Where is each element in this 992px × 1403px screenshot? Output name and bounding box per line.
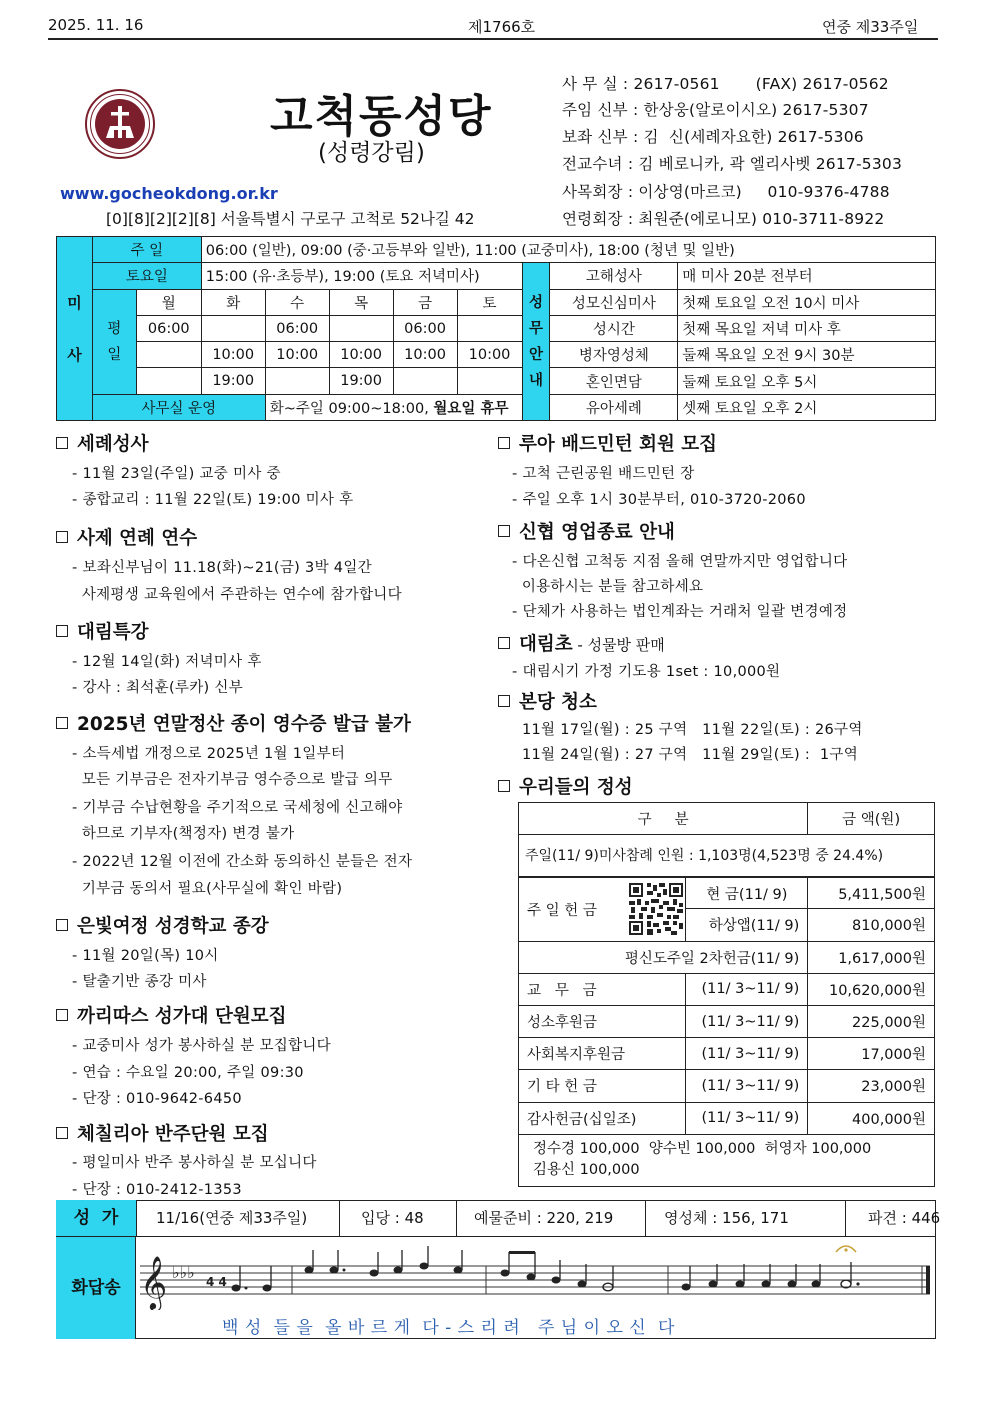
hymn-row	[56, 1200, 941, 1237]
website-link[interactable]: www.gocheokdong.or.kr	[60, 184, 278, 203]
notice-line: - 다온신협 고척동 지점 올해 연말까지만 영업합니다	[512, 554, 848, 570]
service-name: 병자영성체	[550, 342, 678, 368]
office-hours: 화~주일 09:00~18:00, 월요일 휴무	[265, 394, 550, 420]
second-collection-label: 평신도주일 2차헌금(11/ 9)	[519, 941, 808, 973]
notice-line: - 단장 : 010-2412-1353	[72, 1182, 242, 1198]
offering-table	[518, 802, 935, 1187]
section-title-accompanist: 체칠리아 반주단원 모집	[56, 1120, 269, 1146]
day-header: 토	[457, 289, 522, 315]
service-name: 유아세례	[550, 394, 678, 420]
section-title-credit-union: 신협 영업종료 안내	[498, 518, 675, 544]
notice-line: - 소득세법 개정으로 2025년 1월 1일부터	[72, 746, 346, 762]
contact-council: 사목회장 : 이상영(마르코) 010-9376-4788	[562, 183, 890, 201]
psalm-lyrics: 백 성 들 을 올 바 르 게 다 - 스 리 려 주 님 이 오 신 다	[222, 1318, 675, 1338]
notice-line: - 11월 20일(목) 10시	[72, 948, 219, 964]
parish-subtitle: (성령강림)	[318, 140, 425, 166]
saturday-label: 토요일	[92, 263, 201, 289]
cleaning-schedule: 11월 24일(월) : 27 구역 11월 29일(토) : 1구역	[522, 747, 859, 763]
section-title-priest-training: 사제 연례 연수	[56, 524, 197, 550]
contact-pastor: 주임 신부 : 한상웅(알로이시오) 2617-5307	[562, 101, 869, 119]
notice-line: 모든 기부금은 전자기부금 영수증으로 발급 의무	[72, 772, 393, 788]
notice-line: - 단체가 사용하는 법인계좌는 거래처 일괄 변경예정	[512, 604, 848, 620]
bulletin-date: 2025. 11. 16	[48, 16, 144, 34]
day-header: 화	[201, 289, 265, 315]
liturgical-week: 연중 제33주일	[822, 18, 919, 36]
service-name: 고해성사	[550, 263, 678, 289]
app-label: 하상앱(11/ 9)	[686, 909, 808, 941]
issue-number: 제1766호	[468, 18, 536, 36]
offering-amount: 17,000원	[808, 1038, 935, 1070]
svg-text:𝄞: 𝄞	[140, 1255, 168, 1309]
hymn-communion: 영성체 : 156, 171	[664, 1209, 789, 1227]
weekday-time	[265, 368, 329, 394]
section-title-bible-school: 은빛여정 성경학교 종강	[56, 912, 269, 938]
notice-line: 기부금 동의서 필요(사무실에 확인 바람)	[72, 881, 343, 897]
contact-office: 사 무 실 : 2617-0561 (FAX) 2617-0562	[562, 75, 889, 93]
notice-line: 사제평생 교육원에서 주관하는 연수에 참가합니다	[72, 587, 402, 603]
address: [0][8][2][2][8] 서울특별시 구로구 고척로 52나길 42	[106, 210, 475, 228]
section-title-advent-candle: 대림초 - 성물방 판매	[498, 630, 665, 656]
weekday-time	[329, 315, 393, 341]
weekday-time: 10:00	[457, 342, 522, 368]
offering-period: (11/ 3~11/ 9)	[686, 1038, 808, 1070]
weekday-time	[393, 368, 457, 394]
section-title-advent-lecture: 대림특강	[56, 618, 148, 644]
offering-name: 성소후원금	[519, 1005, 686, 1037]
offering-period: (11/ 3~11/ 9)	[686, 973, 808, 1005]
mass-label: 미 사	[57, 237, 93, 421]
contact-sisters: 전교수녀 : 김 베로니카, 곽 엘리사벳 2617-5303	[562, 155, 903, 173]
weekday-time	[136, 342, 201, 368]
weekday-time: 06:00	[393, 315, 457, 341]
notice-line: - 기부금 수납현황을 주기적으로 국세청에 신고해야	[72, 800, 403, 816]
notice-line: 이용하시는 분들 참고하세요	[512, 579, 704, 595]
notice-line: - 11월 23일(주일) 교중 미사 중	[72, 466, 281, 482]
offering-name: 감사헌금(십일조)	[519, 1102, 686, 1134]
parish-seal-icon	[84, 88, 156, 160]
offering-name: 사회복지후원금	[519, 1038, 686, 1070]
mass-schedule-table	[56, 236, 936, 421]
service-name: 성시간	[550, 315, 678, 341]
service-guide-label: 성 무 안 내	[522, 263, 550, 421]
day-header: 금	[393, 289, 457, 315]
offering-col-header: 금 액(원)	[808, 803, 935, 835]
service-time: 셋째 토요일 오후 2시	[678, 394, 936, 420]
notice-line: - 주일 오후 1시 30분부터, 010-3720-2060	[512, 492, 806, 508]
day-header: 수	[265, 289, 329, 315]
day-header: 월	[136, 289, 201, 315]
psalm-label: 화답송	[71, 1278, 121, 1298]
hymn-recessional: 파견 : 446	[868, 1209, 941, 1227]
section-title-church-cleaning: 본당 청소	[498, 688, 597, 714]
service-time: 둘째 토요일 오후 5시	[678, 368, 936, 394]
weekday-time: 19:00	[329, 368, 393, 394]
offering-period: (11/ 3~11/ 9)	[686, 1070, 808, 1102]
cash-amount: 5,411,500원	[808, 877, 935, 909]
notice-line: - 탈출기반 종강 미사	[72, 974, 207, 990]
weekday-label: 평 일	[92, 289, 136, 394]
weekday-time: 06:00	[265, 315, 329, 341]
offering-amount: 400,000원	[808, 1102, 935, 1134]
parish-name: 고척동성당	[270, 91, 493, 142]
notice-line: - 고척 근린공원 배드민턴 장	[512, 466, 695, 482]
section-title-tax-receipt: 2025년 연말정산 종이 영수증 발급 불가	[56, 710, 411, 736]
contact-funeral: 연령회장 : 최원준(에로니모) 010-3711-8922	[562, 210, 885, 228]
hymn-entrance: 입당 : 48	[361, 1209, 424, 1227]
service-time: 첫째 목요일 저녁 미사 후	[678, 315, 936, 341]
section-title-badminton: 루아 배드민턴 회원 모집	[498, 430, 717, 456]
hymn-offertory: 예물준비 : 220, 219	[474, 1209, 614, 1227]
service-name: 성모신심미사	[550, 289, 678, 315]
sunday-offering-label: 주 일 헌 금	[519, 877, 627, 941]
attendance-row: 주일(11/ 9)미사참례 인원 : 1,103명(4,523명 중 24.4%)	[519, 835, 935, 877]
office-hours-label: 사무실 운영	[92, 394, 265, 420]
notice-line: - 연습 : 수요일 20:00, 주일 09:30	[72, 1065, 304, 1081]
weekday-time: 19:00	[201, 368, 265, 394]
notice-line: - 종합교리 : 11월 22일(토) 19:00 미사 후	[72, 492, 354, 508]
hymn-date: 11/16(연중 제33주일)	[156, 1209, 308, 1227]
hymn-label: 성 가	[56, 1200, 136, 1236]
weekday-time: 10:00	[329, 342, 393, 368]
top-divider	[48, 38, 938, 40]
svg-text:♭♭♭: ♭♭♭	[172, 1263, 195, 1282]
offering-period: (11/ 3~11/ 9)	[686, 1102, 808, 1134]
service-time: 매 미사 20분 전부터	[678, 263, 936, 289]
weekday-time	[201, 315, 265, 341]
contact-assistant: 보좌 신부 : 김 신(세례자요한) 2617-5306	[562, 128, 864, 146]
notice-line: - 단장 : 010-9642-6450	[72, 1091, 242, 1107]
psalm-music-staff	[136, 1238, 934, 1310]
cleaning-schedule: 11월 17일(월) : 25 구역 11월 22일(토) : 26구역	[522, 722, 863, 738]
weekday-time: 10:00	[393, 342, 457, 368]
service-time: 첫째 토요일 오전 10시 미사	[678, 289, 936, 315]
weekday-time: 10:00	[265, 342, 329, 368]
second-collection-amount: 1,617,000원	[808, 941, 935, 973]
weekday-time	[457, 368, 522, 394]
weekday-time	[457, 315, 522, 341]
cash-label: 현 금(11/ 9)	[686, 877, 808, 909]
weekday-time: 10:00	[201, 342, 265, 368]
qr-code-icon[interactable]	[626, 877, 686, 941]
section-title-baptism: 세례성사	[56, 430, 148, 456]
saturday-times: 15:00 (유·초등부), 19:00 (토요 저녁미사)	[201, 263, 522, 289]
offering-amount: 10,620,000원	[808, 973, 935, 1005]
offering-period: (11/ 3~11/ 9)	[686, 1005, 808, 1037]
weekday-time	[136, 368, 201, 394]
offering-col-header: 구 분	[519, 803, 808, 835]
section-title-choir: 까리따스 성가대 단원모집	[56, 1002, 286, 1028]
sunday-label: 주 일	[92, 237, 201, 263]
offering-name: 기 타 헌 금	[519, 1070, 686, 1102]
donor-list: 정수경 100,000 양수빈 100,000 허영자 100,000 김용신 100,000	[519, 1134, 935, 1186]
weekday-time: 06:00	[136, 315, 201, 341]
notice-line: 하므로 기부자(책정자) 변경 불가	[72, 826, 295, 842]
app-amount: 810,000원	[808, 909, 935, 941]
notice-line: - 보좌신부님이 11.18(화)~21(금) 3박 4일간	[72, 560, 372, 576]
notice-line: - 12월 14일(화) 저녁미사 후	[72, 654, 262, 670]
offering-amount: 225,000원	[808, 1005, 935, 1037]
notice-line: - 대림시기 가정 기도용 1set : 10,000원	[512, 664, 781, 680]
service-time: 둘째 목요일 오전 9시 30분	[678, 342, 936, 368]
svg-text:4 4: 4 4	[206, 1275, 227, 1289]
notice-line: - 평일미사 반주 봉사하실 분 모십니다	[72, 1155, 317, 1171]
sunday-times: 06:00 (일반), 09:00 (중·고등부와 일반), 11:00 (교중미사), 18:00 (청년 및 일반)	[201, 237, 935, 263]
offering-name: 교 무 금	[519, 973, 686, 1005]
service-name: 혼인면담	[550, 368, 678, 394]
day-header: 목	[329, 289, 393, 315]
notice-line: - 강사 : 최석훈(루카) 신부	[72, 680, 244, 696]
section-title-offerings: 우리들의 정성	[498, 773, 633, 799]
notice-line: - 2022년 12월 이전에 간소화 동의하신 분들은 전자	[72, 854, 413, 870]
offering-amount: 23,000원	[808, 1070, 935, 1102]
notice-line: - 교중미사 성가 봉사하실 분 모집합니다	[72, 1038, 331, 1054]
